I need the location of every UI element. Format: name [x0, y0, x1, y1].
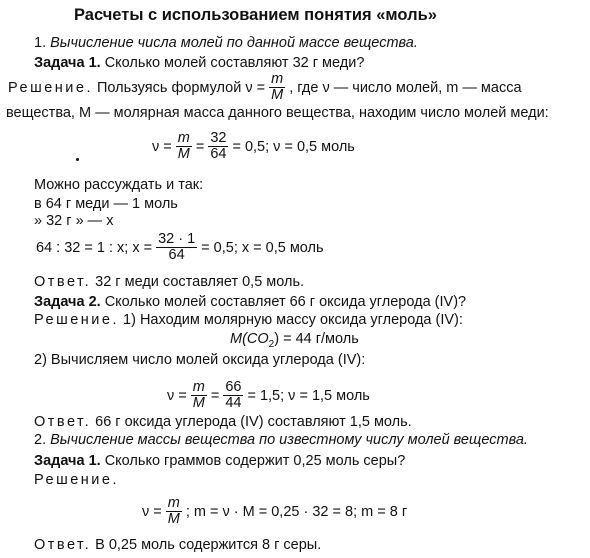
calc-equals: = [210, 387, 220, 404]
task-3-calculation [140, 496, 409, 527]
answer-label: Ответ. [34, 537, 92, 553]
task-question: Сколько граммов содержит 0,25 моль серы? [104, 453, 406, 469]
answer-text: 66 г оксида углерода (IV) составляют 1,5 моль. [95, 414, 412, 430]
fraction-numerator: m [271, 71, 284, 87]
answer-label: Ответ. [34, 274, 92, 290]
task-label: Задача 2. [34, 294, 101, 310]
task-label: Задача 1. [34, 453, 101, 469]
fraction-denominator: M [271, 87, 284, 103]
calc-result: = 1,5; ν = 1,5 моль [247, 387, 370, 404]
calc-fraction [176, 131, 192, 162]
task-1-solution-continued: вещества, M — молярная масса данного вещества, находим число молей меди: [6, 105, 549, 121]
task-question: Сколько молей составляет 66 г оксида углерода (IV)? [104, 294, 467, 310]
fraction-numerator: m [167, 495, 180, 511]
fraction-denominator: M [167, 511, 180, 527]
formula-lhs: ν = [245, 79, 266, 96]
task-1-statement [34, 54, 364, 72]
section-number: 1. [34, 35, 47, 51]
fraction-numerator: 66 [225, 379, 242, 395]
proportion-fraction [156, 232, 197, 263]
proportion-calculation [34, 232, 326, 263]
fraction-numerator: m [192, 379, 205, 395]
calc-lhs: ν = [152, 138, 172, 155]
task-2-answer [34, 413, 412, 431]
answer-text: 32 г меди составляет 0,5 моль. [95, 274, 305, 290]
print-speck [76, 158, 79, 161]
solution-label: Решение. [8, 79, 93, 96]
solution-label: Решение. [34, 312, 119, 328]
answer-label: Ответ. [34, 414, 92, 430]
proportion-text: 64 : 32 = 1 : x; x = [36, 239, 153, 256]
task-1-solution-line [6, 72, 524, 103]
task-1-calculation [150, 131, 357, 162]
reasoning-line-2: » 32 г » — x [34, 213, 114, 229]
calc-fraction [208, 131, 228, 162]
section-text: Вычисление числа молей по данной массе вещества. [50, 35, 418, 51]
molar-mass-value: ) = 44 г/моль [274, 331, 359, 347]
calc-fraction [191, 380, 207, 411]
section-2-heading [34, 431, 528, 449]
calc-equals: = [195, 138, 205, 155]
task-2-solution-step-1 [34, 311, 463, 329]
task-3-answer [34, 536, 321, 554]
reasoning-line-1: в 64 г меди — 1 моль [34, 196, 178, 212]
task-3-statement [34, 452, 405, 470]
task-1-answer [34, 273, 304, 291]
calc-fraction [166, 496, 182, 527]
calc-result: ; m = ν · M = 0,25 · 32 = 8; m = 8 г [185, 503, 408, 520]
section-1-heading [34, 34, 418, 52]
task-2-calculation [165, 380, 372, 411]
section-text: Вычисление массы вещества по известному числу молей вещества. [50, 432, 528, 448]
fraction-denominator: M [192, 395, 205, 411]
task-question: Сколько молей составляют 32 г меди? [104, 55, 365, 71]
page-title: Расчеты с использованием понятия «моль» [74, 6, 437, 24]
fraction-numerator: m [177, 130, 190, 146]
formula-fraction [269, 72, 285, 103]
fraction-denominator: 64 [168, 247, 185, 263]
calc-lhs: ν = [167, 387, 187, 404]
calc-fraction [223, 380, 243, 411]
subscript: 2 [268, 338, 275, 350]
calc-result: = 0,5; ν = 0,5 моль [232, 138, 355, 155]
solution-text: 1) Находим молярную массу оксида углерода (IV): [123, 312, 463, 328]
fraction-denominator: M [177, 146, 190, 162]
solution-text: Пользуясь формулой [97, 79, 242, 96]
proportion-result: = 0,5; x = 0,5 моль [201, 239, 324, 256]
task-label: Задача 1. [34, 55, 101, 71]
fraction-numerator: 32 [210, 130, 227, 146]
reasoning-intro: Можно рассуждать и так: [34, 177, 204, 193]
section-number: 2. [34, 432, 47, 448]
solution-text: , где ν — число молей, m — масса [289, 79, 522, 96]
task-2-solution-step-2: 2) Вычисляем число молей оксида углерода (IV): [34, 352, 366, 368]
calc-lhs: ν = [142, 503, 162, 520]
fraction-numerator: 32 · 1 [158, 231, 196, 247]
fraction-denominator: 64 [210, 146, 227, 162]
answer-text: В 0,25 моль содержится 8 г серы. [95, 537, 322, 553]
task-2-statement [34, 293, 466, 311]
fraction-denominator: 44 [225, 395, 242, 411]
molar-mass-formula: M(CO [230, 331, 269, 347]
task-3-solution-label: Решение. [34, 472, 119, 488]
